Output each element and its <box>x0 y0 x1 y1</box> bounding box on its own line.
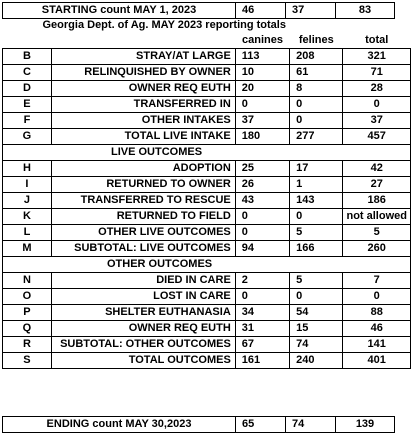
row-canines: 34 <box>235 305 289 321</box>
row-label: TOTAL LIVE INTAKE <box>51 129 235 145</box>
table-row <box>3 273 411 289</box>
row-felines: 166 <box>290 241 343 257</box>
row-letter: N <box>3 273 52 289</box>
row-canines: 0 <box>235 97 289 113</box>
table-row <box>3 241 411 257</box>
row-felines: 0 <box>290 289 343 305</box>
table-row <box>3 337 411 353</box>
row-total: 28 <box>343 81 411 97</box>
row-total: 7 <box>343 273 411 289</box>
table-row <box>3 209 411 225</box>
row-label: ADOPTION <box>51 161 235 177</box>
table-row <box>3 177 411 193</box>
starting-count-row <box>3 3 395 19</box>
row-felines: 61 <box>290 65 343 81</box>
row-total: 46 <box>343 321 411 337</box>
row-label: OWNER REQ EUTH <box>51 321 235 337</box>
row-felines: 143 <box>290 193 343 209</box>
row-total: 88 <box>343 305 411 321</box>
row-total: 0 <box>343 97 411 113</box>
row-label: OTHER INTAKES <box>51 113 235 129</box>
other-outcomes-heading: OTHER OUTCOMES <box>3 257 411 273</box>
row-felines: 5 <box>290 273 343 289</box>
row-letter: D <box>3 81 52 97</box>
row-letter: C <box>3 65 52 81</box>
row-canines: 25 <box>235 161 289 177</box>
row-canines: 37 <box>235 113 289 129</box>
section-header-row <box>3 145 411 161</box>
row-canines: 43 <box>235 193 289 209</box>
row-letter: M <box>3 241 52 257</box>
row-label: OTHER LIVE OUTCOMES <box>51 225 235 241</box>
row-total: 260 <box>343 241 411 257</box>
row-total: 42 <box>343 161 411 177</box>
live-outcomes-heading: LIVE OUTCOMES <box>3 145 411 161</box>
row-canines: 26 <box>235 177 289 193</box>
column-header-felines: felines <box>298 34 334 46</box>
row-canines: 10 <box>235 65 289 81</box>
row-felines: 17 <box>290 161 343 177</box>
ending-count-row <box>3 417 395 433</box>
row-letter: Q <box>3 321 52 337</box>
row-canines: 2 <box>235 273 289 289</box>
column-header-canines: canines <box>241 34 283 46</box>
row-letter: K <box>3 209 52 225</box>
row-label: RELINQUISHED BY OWNER <box>51 65 235 81</box>
row-felines: 240 <box>290 353 343 369</box>
section-header-row <box>3 257 411 273</box>
row-total: 457 <box>343 129 411 145</box>
row-label: DIED IN CARE <box>51 273 235 289</box>
table-row <box>3 193 411 209</box>
row-felines: 0 <box>290 209 343 225</box>
row-canines: 20 <box>235 81 289 97</box>
column-header-row <box>3 33 411 49</box>
starting-count-table <box>2 2 395 19</box>
row-total: 0 <box>343 289 411 305</box>
row-felines: 74 <box>290 337 343 353</box>
row-felines: 54 <box>290 305 343 321</box>
row-total: 186 <box>343 193 411 209</box>
starting-felines: 37 <box>286 3 336 19</box>
row-letter: F <box>3 113 52 129</box>
starting-canines: 46 <box>236 3 286 19</box>
row-letter: J <box>3 193 52 209</box>
row-canines: 0 <box>235 225 289 241</box>
row-total: 321 <box>343 49 411 65</box>
row-felines: 0 <box>290 113 343 129</box>
row-letter: G <box>3 129 52 145</box>
table-row <box>3 65 411 81</box>
table-row <box>3 97 411 113</box>
starting-count-label: STARTING count MAY 1, 2023 <box>3 3 236 19</box>
row-label: SHELTER EUTHANASIA <box>51 305 235 321</box>
row-felines: 5 <box>290 225 343 241</box>
table-row <box>3 161 411 177</box>
row-total: 5 <box>343 225 411 241</box>
row-letter: E <box>3 97 52 113</box>
ending-total: 139 <box>336 417 395 433</box>
row-label: OWNER REQ EUTH <box>51 81 235 97</box>
row-label: TRANSFERRED IN <box>51 97 235 113</box>
row-felines: 8 <box>290 81 343 97</box>
row-letter: R <box>3 337 52 353</box>
row-letter: O <box>3 289 52 305</box>
row-felines: 0 <box>290 97 343 113</box>
table-row <box>3 305 411 321</box>
row-letter: S <box>3 353 52 369</box>
table-row <box>3 321 411 337</box>
ending-canines: 65 <box>236 417 286 433</box>
row-label: SUBTOTAL: LIVE OUTCOMES <box>51 241 235 257</box>
row-total: 37 <box>343 113 411 129</box>
row-canines: 31 <box>235 321 289 337</box>
row-total: not allowed <box>343 209 411 225</box>
report-title: Georgia Dept. of Ag. MAY 2023 reporting totals <box>42 19 286 31</box>
row-felines: 15 <box>290 321 343 337</box>
ending-felines: 74 <box>286 417 336 433</box>
row-canines: 161 <box>235 353 289 369</box>
row-felines: 277 <box>290 129 343 145</box>
column-header-total: total <box>365 34 389 46</box>
starting-total: 83 <box>336 3 395 19</box>
report-title-row <box>3 18 411 33</box>
table-row <box>3 49 411 65</box>
row-canines: 113 <box>235 49 289 65</box>
table-row <box>3 225 411 241</box>
table-row <box>3 113 411 129</box>
row-label: RETURNED TO FIELD <box>51 209 235 225</box>
row-total: 141 <box>343 337 411 353</box>
row-letter: I <box>3 177 52 193</box>
row-label: SUBTOTAL: OTHER OUTCOMES <box>51 337 235 353</box>
row-total: 71 <box>343 65 411 81</box>
row-canines: 0 <box>235 209 289 225</box>
row-total: 27 <box>343 177 411 193</box>
ending-count-table <box>2 416 395 433</box>
row-canines: 180 <box>235 129 289 145</box>
table-row <box>3 129 411 145</box>
table-row <box>3 81 411 97</box>
row-canines: 94 <box>235 241 289 257</box>
row-felines: 1 <box>290 177 343 193</box>
table-row <box>3 289 411 305</box>
row-felines: 208 <box>290 49 343 65</box>
ending-count-label: ENDING count MAY 30,2023 <box>3 417 236 433</box>
row-label: TRANSFERRED TO RESCUE <box>51 193 235 209</box>
row-letter: L <box>3 225 52 241</box>
row-label: LOST IN CARE <box>51 289 235 305</box>
row-letter: B <box>3 49 52 65</box>
row-label: STRAY/AT LARGE <box>51 49 235 65</box>
row-canines: 67 <box>235 337 289 353</box>
row-total: 401 <box>343 353 411 369</box>
report-table <box>2 18 411 369</box>
table-row <box>3 353 411 369</box>
row-letter: P <box>3 305 52 321</box>
row-label: RETURNED TO OWNER <box>51 177 235 193</box>
row-canines: 0 <box>235 289 289 305</box>
row-letter: H <box>3 161 52 177</box>
row-label: TOTAL OUTCOMES <box>51 353 235 369</box>
